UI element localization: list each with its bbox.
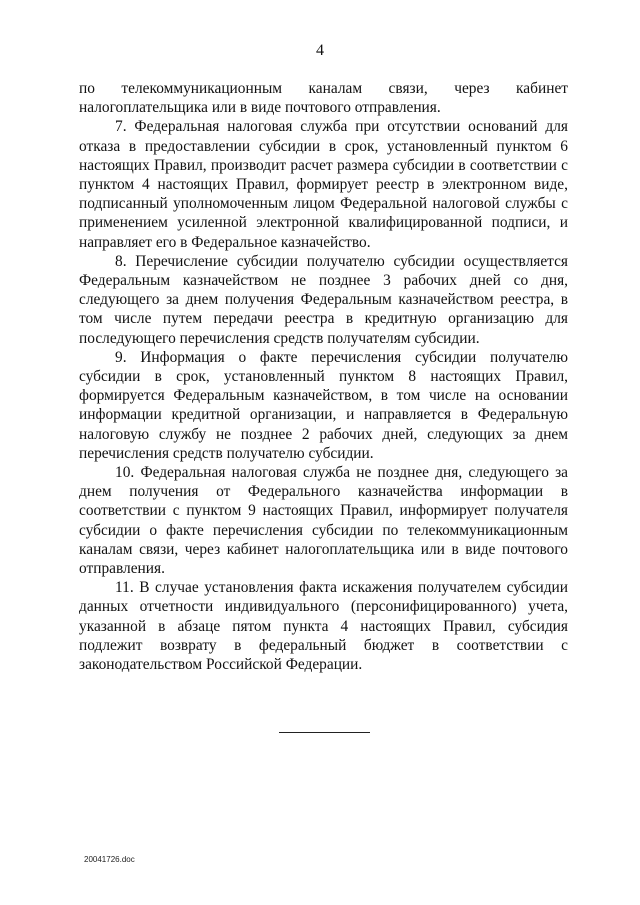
- paragraph-item-9: 9. Информация о факте перечисления субсидии получателю субсидии в срок, установленный пунктом 8 настоящих Правил, формируется Федеральным казначейством, в том числе на основании информации кредитной организации, и направляется в Федеральную налоговую службу не позднее 2 рабочих дней, следующих за днем перечисления средств получателю субсидии.: [79, 348, 568, 462]
- page-number: 4: [316, 42, 324, 59]
- paragraph-continuation: по телекоммуникационным каналам связи, через кабинет налогоплательщика или в виде почтового отправления.: [79, 80, 568, 117]
- paragraph-item-7: 7. Федеральная налоговая служба при отсутствии оснований для отказа в предоставлении субсидии в срок, установленный пунктом 6 настоящих Правил, производит расчет размера субсидии в соответствии с пунктом 4 настоящих Правил, формирует реестр в электронном виде, подписанный уполномоченным лицом Федеральной налоговой службы с применением усиленной электронной квалифицированной подписи, и направляет его в Федеральное казначейство.: [79, 118, 568, 251]
- paragraph-item-8: 8. Перечисление субсидии получателю субсидии осуществляется Федеральным казначейством не позднее 3 рабочих дней со дня, следующего за днем получения Федеральным казначейством реестра, в том числе путем передачи реестра в кредитную организацию для последующего перечисления средств получателям субсидии.: [79, 252, 568, 347]
- paragraph-item-10: 10. Федеральная налоговая служба не позднее дня, следующего за днем получения от Федерального казначейства информации в соответствии с пунктом 9 настоящих Правил, информирует получателя субсидии о факте перечисления субсидии по телекоммуникационным каналам связи, через кабинет налогоплательщика или в виде почтового отправления.: [79, 464, 568, 578]
- file-reference: 20041726.doc: [84, 855, 135, 864]
- paragraph-item-11: 11. В случае установления факта искажения получателем субсидии данных отчетности индивидуального (персонифицированного) учета, указанной в абзаце пятом пункта 4 настоящих Правил, субсидия подлежит возврату в федеральный бюджет в соответствии с законодательством Российской Федерации.: [79, 579, 568, 674]
- end-divider-line: [279, 732, 370, 733]
- document-body: [79, 79, 568, 674]
